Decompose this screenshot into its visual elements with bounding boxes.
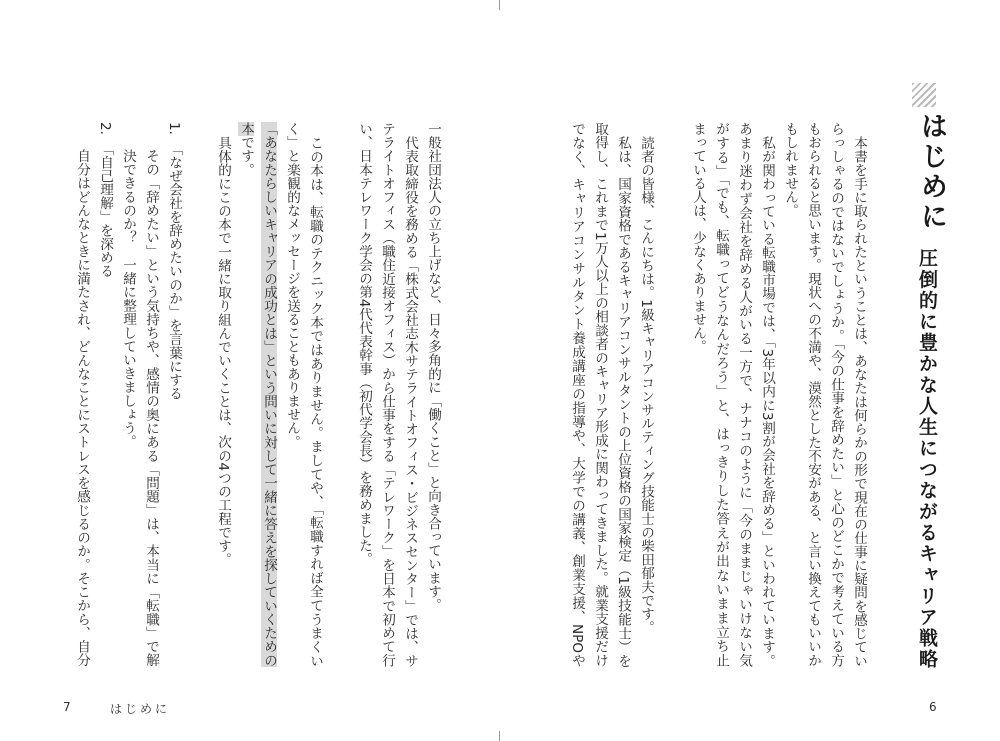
text-line: テライトオフィス（職住近接オフィス）から仕事をする「テレワーク」を日本で初めて行 [379,122,395,667]
text-line: 取得し、これまで1万人以上の相談者のキャリア形成に関わってきました。就業支援だけ [592,122,608,667]
text-line-highlighted [260,122,278,667]
running-head: はじめに [110,702,171,716]
list-number: 2. [97,122,113,135]
list-title: 「なぜ会社を辞めたいのか」を言葉にする [166,148,182,401]
page-number-left: 7 [63,700,71,714]
text-line: 自分はどんなときに満たされ、どんなことにストレスを感じるのか。そこから、自分 [74,149,90,667]
text-line: もしれません。 [782,122,798,218]
text-line: まっている人は、少なくありません。 [690,122,706,354]
text-line: 一般社団法人の立ち上げなど、日々多角的に「働くこと」と向き合っています。 [425,122,441,612]
text-line: あまり迷わず会社を辞める人がいる一方で、ナナコのように「今のままじゃいけない気 [736,122,752,667]
text-line: 代表取締役を務める「株式会社志木サテライトオフィス・ビジネスセンター」では、サ [402,135,418,667]
text-line: く」と楽観的なメッセージを送ることもありません。 [284,122,300,449]
text-line [237,122,255,667]
list-item-1-title [165,122,183,667]
crop-mark-top [499,0,500,10]
list-item-2-title [96,122,114,667]
page-number-right: 6 [929,700,937,714]
crop-mark-bottom [499,731,500,741]
text-fragment: です。 [238,135,254,177]
text-line: 読者の皆様、こんにちは。1級キャリアコンサルティング技能士の柴田郁夫です。 [638,135,654,634]
text-line: 決できるのか？ 一緒に整理していきましょう。 [120,149,136,449]
text-line: 本書を手に取られたということは、あなたは何らかの形で現在の仕事に疑問を感じてい [851,135,867,667]
chapter-subtitle: 圧倒的に豊かな人生につながるキャリア戦略 [916,248,938,668]
text-line: い、日本テレワーク学会の第4代代表幹事（初代学会長）を務めました。 [356,122,372,566]
text-line: 具体的にこの本で一緒に取り組んでいくことは、次の4つの工程です。 [215,135,231,566]
highlight: 本 [238,122,254,136]
text-line: でなく、キャリアコンサルタント養成講座の指導や、大学での講義、創業支援、NPOや [569,122,585,667]
text-line: この本は、転職のテクニック本ではありません。ましてや、「転職すれば全てうまくい [307,135,323,667]
text-line: もおられると思います。現状への不満や、漠然とした不安がある、と言い換えてもいいか [805,122,821,667]
text-line: 私が関わっている転職市場では、「3年以内に3割が会社を辞める」といわれています。 [759,135,775,667]
text-line: 私は、国家資格であるキャリアコンサルタントの上位資格の国家検定（1級技能士）を [615,135,631,667]
text-line: らっしゃるのではないでしょうか。「今の仕事を辞めたい」と心のどこかで考えている方 [828,122,844,667]
list-title: 「自己理解」を深める [97,148,113,278]
hatch-square-icon [912,83,936,107]
highlight: 「あなたらしいキャリアの成功とは」という問いに対して一緒に答えを探していくための [261,122,277,667]
chapter-heading: はじめに [916,112,947,232]
text-line: がする」「でも、転職ってどうなんだろう」と、はっきりした答えが出ないまま立ち止 [713,122,729,667]
text-line: その「辞めたい」という気持ちや、感情の奥にある「問題」は、本当に「転職」で解 [143,149,159,667]
list-number: 1. [166,122,182,135]
